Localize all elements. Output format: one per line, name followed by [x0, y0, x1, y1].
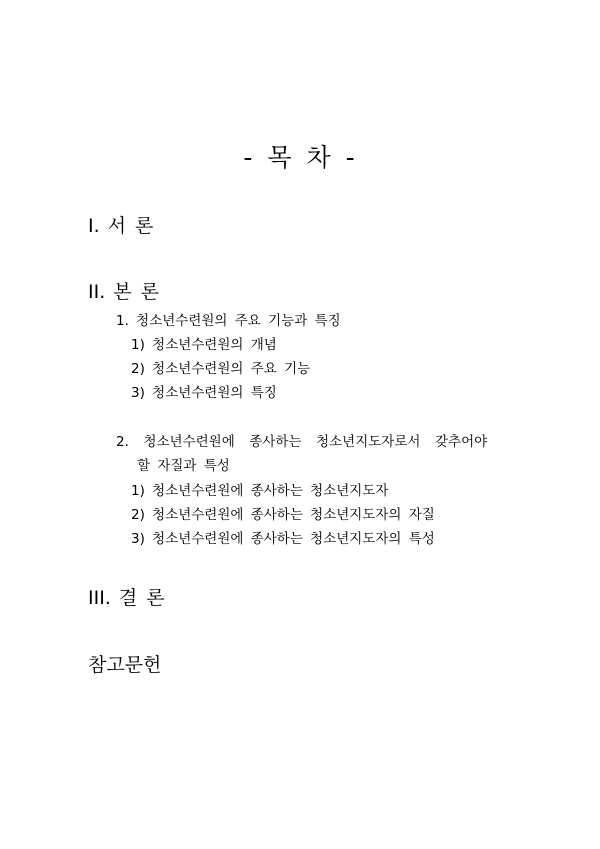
- section-label: 서 론: [107, 215, 154, 237]
- toc-item-2: 2. 청소년수련원에 종사하는 청소년지도자로서 갖추어야: [116, 434, 488, 450]
- toc-subitem-2-2: 2) 청소년수련원에 종사하는 청소년지도자의 자질: [131, 507, 435, 523]
- toc-item-1: 1. 청소년수련원의 주요 기능과 특징: [116, 313, 341, 329]
- section-number: II.: [88, 281, 106, 303]
- toc-subitem-1-3: 3) 청소년수련원의 특징: [131, 385, 277, 401]
- toc-subitem-1-2: 2) 청소년수련원의 주요 기능: [131, 361, 311, 377]
- section-main-body: [88, 277, 159, 304]
- toc-subitem-2-1: 1) 청소년수련원에 종사하는 청소년지도자: [131, 483, 389, 499]
- toc-item-2-continued: 할 자질과 특성: [137, 458, 230, 474]
- section-label: 본 론: [113, 281, 159, 303]
- section-conclusion: [88, 583, 165, 610]
- toc-subitem-2-3: 3) 청소년수련원에 종사하는 청소년지도자의 특성: [131, 531, 435, 547]
- section-references: [88, 650, 161, 677]
- toc-subitem-1-1: 1) 청소년수련원의 개념: [131, 337, 277, 353]
- section-label: 참고문헌: [88, 654, 162, 676]
- section-number: I.: [88, 215, 100, 237]
- section-number: III.: [88, 587, 111, 609]
- section-introduction: [88, 211, 153, 238]
- toc-title: - 목 차 -: [243, 143, 357, 172]
- section-label: 결 론: [118, 587, 165, 609]
